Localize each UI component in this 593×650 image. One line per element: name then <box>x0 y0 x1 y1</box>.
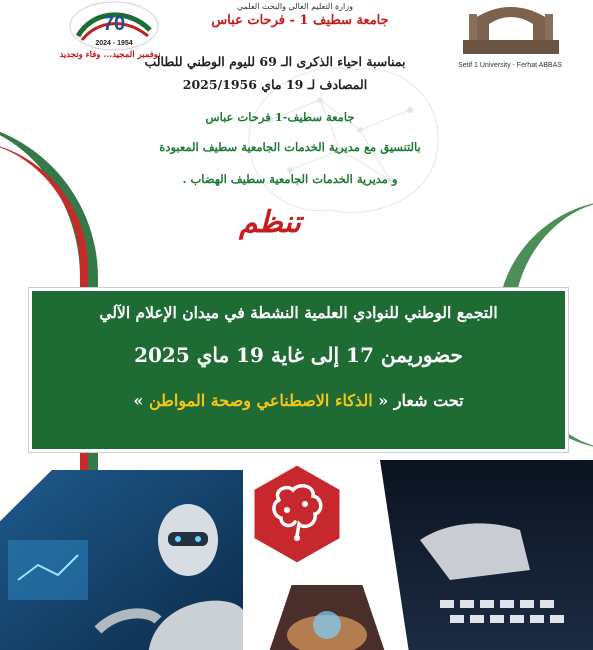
event-banner <box>29 288 568 452</box>
ministry-name: وزارة التعليم العالي والبحث العلمي <box>237 2 353 11</box>
event-slogan <box>42 391 555 410</box>
city-brain-image <box>268 585 386 650</box>
university-arch-logo <box>455 0 567 60</box>
occasion-line-2: المصادف لـ 19 ماي 2025/1956 <box>182 77 368 92</box>
slogan-prefix: تحت شعار « <box>372 391 464 410</box>
organizes-heading: تنظم <box>239 205 301 240</box>
university-latin-name: Setif 1 University - Ferhat ABBAS <box>458 62 562 69</box>
robot-image <box>0 470 243 650</box>
slogan-text: الذكاء الاصطناعي وصحة المواطن <box>148 391 373 410</box>
event-dates: حضوريمن 17 إلى غاية 19 ماي 2025 <box>134 343 463 367</box>
organizer-line-2: بالتنسيق مع مديرية الخدمات الجامعية سطيف المعبودة <box>159 140 421 154</box>
anniversary-70-logo <box>68 0 160 52</box>
logo-years: 2024 - 1954 <box>95 40 133 47</box>
university-name: جامعة سطيف 1 - فرحات عباس <box>211 13 389 28</box>
anniversary-slogan: نوفمبر المجيد... وفاء وتجديد <box>59 50 161 60</box>
event-title: التجمع الوطني للنوادي العلمية النشطة في ميدان الإعلام الآلي <box>99 303 498 322</box>
occasion-line-1: بمناسبة احياء الذكرى الـ 69 لليوم الوطني للطالب <box>144 54 406 69</box>
slogan-suffix: » <box>133 391 149 410</box>
logo-number: 70 <box>102 13 126 35</box>
organizer-line-1: جامعة سطيف-1 فرحات عباس <box>205 110 355 124</box>
keyboard-image <box>380 460 593 650</box>
brain-circuit-icon <box>243 460 351 568</box>
organizer-line-3: و مديرية الخدمات الجامعية سطيف الهضاب . <box>182 172 398 186</box>
